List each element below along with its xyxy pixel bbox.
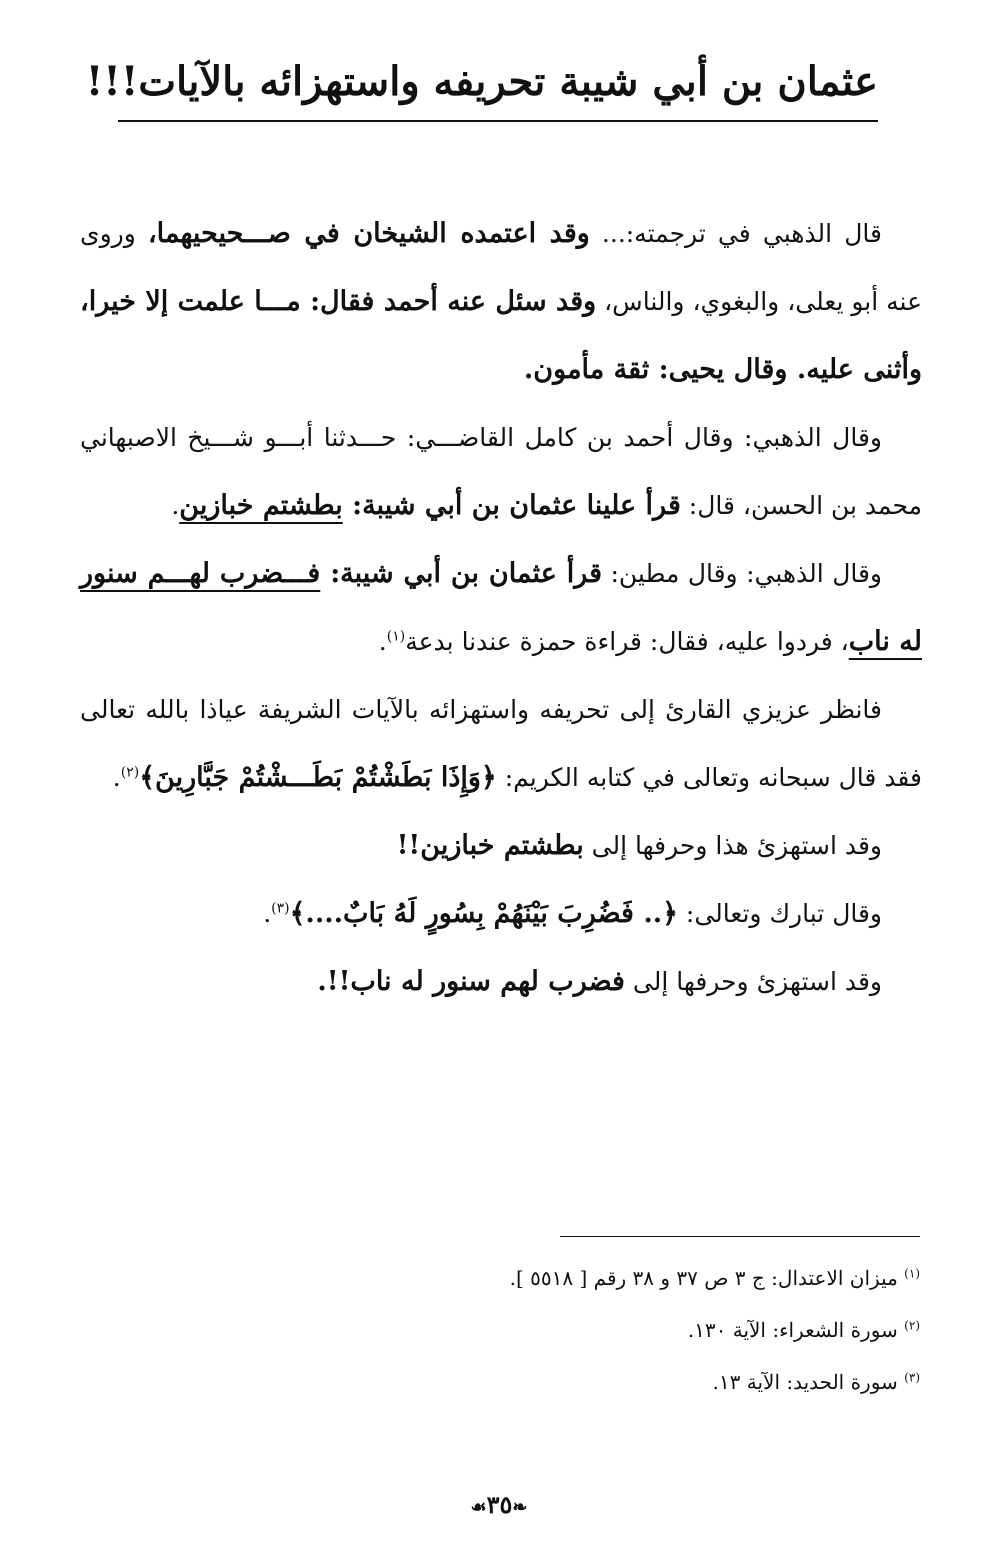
p6-text-a: وقال تبارك وتعالى:	[677, 899, 882, 928]
paragraph-4	[80, 676, 922, 812]
footnote-ref-3: (٣)	[271, 900, 290, 917]
p1-text-c: وروى عنه أبو يعلى، والبغوي، والناس،	[80, 219, 923, 316]
p2-underlined-c: بطشتم خبازين	[179, 490, 343, 521]
page-header	[85, 50, 878, 122]
p4-quran-verse: ﴿وَإِذَا بَطَشْتُمْ بَطَـــشْتُمْ جَبَّارِينَ﴾	[139, 762, 497, 793]
paragraph-2	[80, 404, 922, 540]
p2-bold-b: قرأ علينا عثمان بن أبي شيبة:	[342, 490, 681, 521]
page-number	[0, 1490, 998, 1519]
footnote-2-text: سورة الشعراء: الآية ١٣٠.	[687, 1318, 898, 1342]
footnote-ref-1: (١)	[386, 628, 406, 645]
paragraph-7	[80, 948, 922, 1016]
page-number-value: ٣٥	[486, 1490, 513, 1519]
p6-quran-verse: ﴿.. فَضُرِبَ بَيْنَهُمْ بِسُورٍ لَهُ بَابٌ....﴾	[289, 898, 678, 929]
paragraph-5	[80, 812, 922, 880]
p4-text-a: فانظر عزيزي القارئ إلى تحريفه واستهزائه بالآيات الشريفة عياذا بالله تعالى فقد قال سبحانه وتعالى في كتابه الكريم:	[80, 695, 922, 792]
footnote-3-mark: (٣)	[904, 1370, 920, 1385]
p6-text-e: .	[263, 899, 272, 928]
p3-underlined-c: فـــضرب لهـــم سنور له ناب	[80, 558, 922, 657]
footnote-3	[220, 1356, 920, 1408]
footnote-ref-2: (٢)	[120, 764, 140, 781]
p1-text-a: قال الذهبي في ترجمته:...	[589, 219, 882, 248]
p4-text-e: .	[112, 763, 121, 792]
p3-text-e: .	[378, 627, 387, 656]
footnote-3-text: سورة الحديد: الآية ١٣.	[712, 1370, 898, 1394]
paragraph-3	[80, 540, 922, 676]
p5-bold-b: بطشتم خبازين!!	[396, 830, 584, 861]
p7-bold-b: فضرب لهم سنور له ناب!!.	[317, 966, 625, 997]
footnotes	[220, 1252, 920, 1408]
footnote-2	[220, 1304, 920, 1356]
footnote-1-mark: (١)	[904, 1266, 920, 1281]
title-underline	[118, 120, 878, 122]
ornament-right-icon: ❧	[512, 1497, 528, 1518]
footnote-1	[220, 1252, 920, 1304]
p5-text-a: وقد استهزئ هذا وحرفها إلى	[583, 831, 882, 860]
p7-text-a: وقد استهزئ وحرفها إلى	[624, 967, 882, 996]
footnote-2-mark: (٢)	[904, 1318, 920, 1333]
p3-text-d: ، فردوا عليه، فقال: قراءة حمزة عندنا بدعة	[405, 627, 849, 656]
paragraph-1	[80, 200, 922, 404]
p2-text-d: .	[171, 491, 180, 520]
paragraph-6	[80, 880, 922, 948]
page-title: عثمان بن أبي شيبة تحريفه واستهزائه بالآيات!!!	[85, 58, 878, 105]
p1-bold-d: وقد سئل عنه أحمد فقال: مـــا علمت إلا خيرا، وأثنى عليه. وقال يحيى: ثقة مأمون.	[80, 286, 922, 385]
p1-bold-b: وقد اعتمده الشيخان في صـــحيحيهما،	[147, 218, 590, 249]
p3-bold-b: قرأ عثمان بن أبي شيبة:	[320, 558, 603, 589]
body-text	[80, 200, 922, 1016]
footnote-1-text: ميزان الاعتدال: ج ٣ ص ٣٧ و ٣٨ رقم [ ٥٥١٨ ].	[509, 1266, 898, 1290]
footnote-divider	[560, 1236, 920, 1237]
p2-text-a: وقال الذهبي: وقال أحمد بن كامل القاضـــي: حـــدثنا أبـــو شـــيخ الاصبهاني محمد بن الحسن، قال:	[80, 423, 922, 520]
ornament-left-icon: ☙	[470, 1497, 487, 1518]
p3-text-a: وقال الذهبي: وقال مطين:	[602, 559, 882, 588]
